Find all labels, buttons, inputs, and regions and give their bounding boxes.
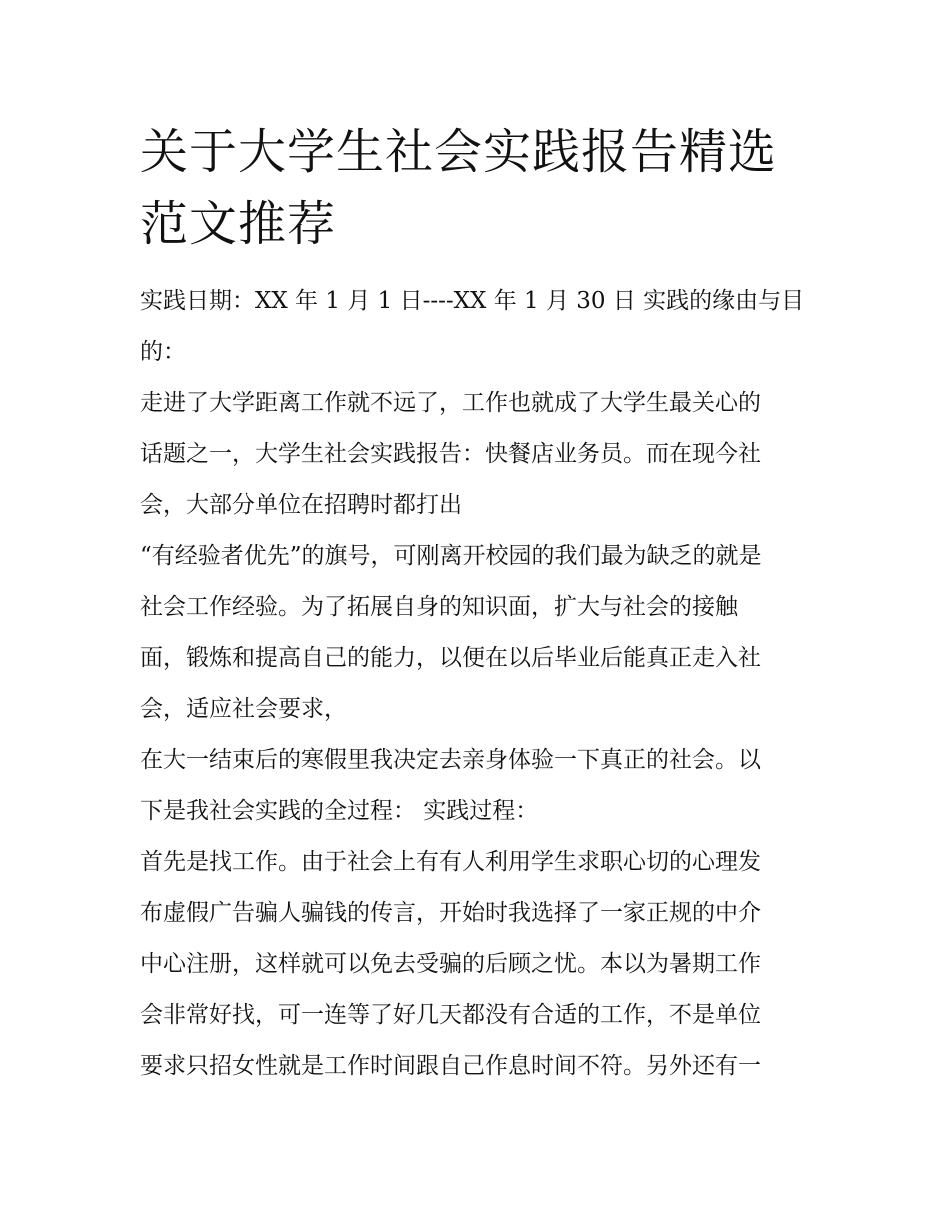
body-line: 会，适应社会要求， [140, 696, 347, 722]
body-line: 的： [140, 339, 186, 365]
body-line: 中心注册，这样就可以免去受骗的后顾之忧。本以为暑期工作 [140, 951, 761, 977]
document-title [140, 116, 820, 260]
body-line: 面，锻炼和提高自己的能力，以便在以后毕业后能真正走入社 [140, 645, 761, 671]
body-line: 实践日期：XX 年 1 月 1 日----XX 年 1 月 30 日 实践的缘由与目 [140, 288, 805, 314]
body-line: 话题之一，大学生社会实践报告：快餐店业务员。而在现今社 [140, 441, 761, 467]
body-line: 要求只招女性就是工作时间跟自己作息时间不符。另外还有一 [140, 1053, 761, 1079]
body-line: 在大一结束后的寒假里我决定去亲身体验一下真正的社会。以 [140, 747, 761, 773]
body-line: 下是我社会实践的全过程： 实践过程： [140, 798, 539, 824]
body-line: “有经验者优先”的旗号，可刚离开校园的我们最为缺乏的就是 [140, 543, 762, 569]
body-line: 会，大部分单位在招聘时都打出 [140, 492, 462, 518]
body-line: 社会工作经验。为了拓展自身的知识面，扩大与社会的接触 [140, 594, 738, 620]
title-line: 关于大学生社会实践报告精选 [140, 124, 778, 180]
body-line: 布虚假广告骗人骗钱的传言，开始时我选择了一家正规的中介 [140, 900, 761, 926]
body-line: 会非常好找，可一连等了好几天都没有合适的工作，不是单位 [140, 1002, 761, 1028]
document-body [140, 276, 820, 1092]
body-line: 走进了大学距离工作就不远了，工作也就成了大学生最关心的 [140, 390, 761, 416]
title-line: 范文推荐 [140, 196, 337, 252]
body-line: 首先是找工作。由于社会上有有人利用学生求职心切的心理发 [140, 849, 761, 875]
